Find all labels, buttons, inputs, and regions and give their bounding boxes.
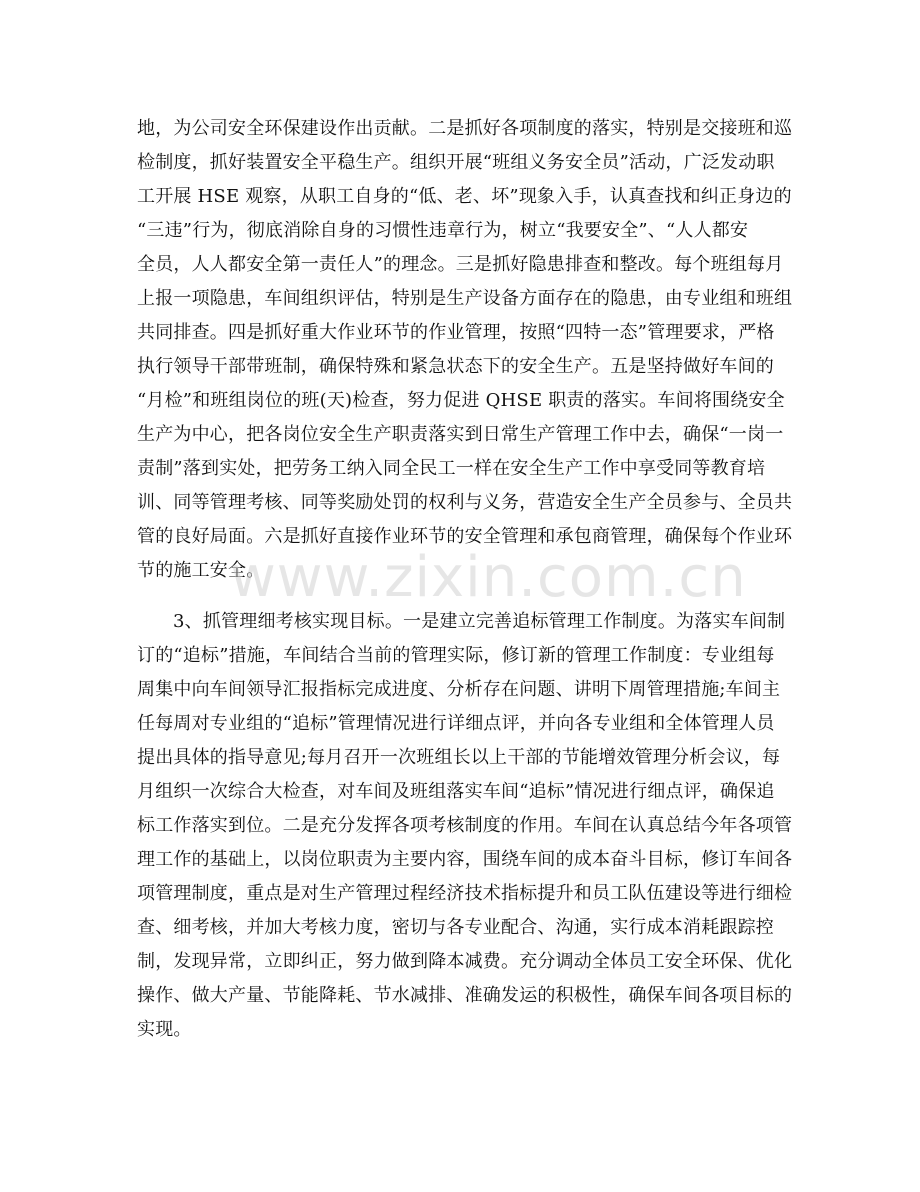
text-line: 制，发现异常，立即纠正，努力做到降本减费。充分调动全体员工安全环保、优化 (137, 951, 793, 972)
text-line: 月组织一次综合大检查，对车间及班组落实车间“追标”情况进行细点评，确保追 (137, 781, 775, 802)
text-line: “月检”和班组岗位的班(天)检查，努力促进 QHSE 职责的落实。车间将围绕安全 (137, 390, 785, 411)
text-line: 操作、做大产量、节能降耗、节水减排、准确发运的积极性，确保车间各项目标的 (137, 985, 793, 1006)
text-line: 实现。 (137, 1019, 192, 1040)
watermark: www.zixin.com.cn (230, 545, 747, 610)
text-line: 订的“追标”措施，车间结合当前的管理实际，修订新的管理工作制度：专业组每 (137, 645, 775, 666)
text-line: 项管理制度，重点是对生产管理过程经济技术指标提升和员工队伍建设等进行细检 (137, 883, 793, 904)
text-line: 周集中向车间领导汇报指标完成进度、分析存在问题、讲明下周管理措施;车间主 (137, 679, 781, 700)
text-line: 上报一项隐患，车间组织评估，特别是生产设备方面存在的隐患，由专业组和班组 (137, 288, 793, 309)
text-line: 检制度，抓好装置安全平稳生产。组织开展“班组义务安全员”活动，广泛发动职 (137, 152, 775, 173)
text-line: “三违”行为，彻底消除自身的习惯性违章行为，树立“我要安全”、“人人都安 (137, 220, 749, 241)
text-line: 共同排查。四是抓好重大作业环节的作业管理，按照“四特一态”管理要求，严格 (137, 322, 775, 343)
text-line: 执行领导干部带班制，确保特殊和紧急状态下的安全生产。五是坚持做好车间的 (137, 356, 774, 377)
text-line: 节的施工安全。 (137, 560, 265, 581)
text-line: 管的良好局面。六是抓好直接作业环节的安全管理和承包商管理，确保每个作业环 (137, 526, 793, 547)
text-line: 地，为公司安全环保建设作出贡献。二是抓好各项制度的落实，特别是交接班和巡 (137, 118, 793, 139)
text-line: 责制”落到实处，把劳务工纳入同全民工一样在安全生产工作中享受同等教育培 (137, 458, 766, 479)
text-line: 任每周对专业组的“追标”管理情况进行详细点评，并向各专业组和全体管理人员 (137, 713, 775, 734)
text-line: 查、细考核，并加大考核力度，密切与各专业配合、沟通，实行成本消耗跟踪控 (137, 917, 774, 938)
text-line: 全员，人人都安全第一责任人”的理念。三是抓好隐患排查和整改。每个班组每月 (137, 254, 784, 275)
text-line: 生产为中心，把各岗位安全生产职责落实到日常生产管理工作中去，确保“一岗一 (137, 424, 784, 445)
text-line: 工开展 HSE 观察，从职工自身的“低、老、坏”现象入手，认真查找和纠正身边的 (137, 186, 792, 207)
text-line: 标工作落实到位。二是充分发挥各项考核制度的作用。车间在认真总结今年各项管 (137, 815, 793, 836)
text-line: 提出具体的指导意见;每月召开一次班组长以上干部的节能增效管理分析会议，每 (137, 747, 781, 768)
text-line: 理工作的基础上，以岗位职责为主要内容，围绕车间的成本奋斗目标，修订车间各 (137, 849, 793, 870)
text-line: 训、同等管理考核、同等奖励处罚的权利与义务，营造安全生产全员参与、全员共 (137, 492, 793, 513)
paragraph-first-line: 3、抓管理细考核实现目标。一是建立完善追标管理工作制度。为落实车间制 (173, 611, 786, 632)
